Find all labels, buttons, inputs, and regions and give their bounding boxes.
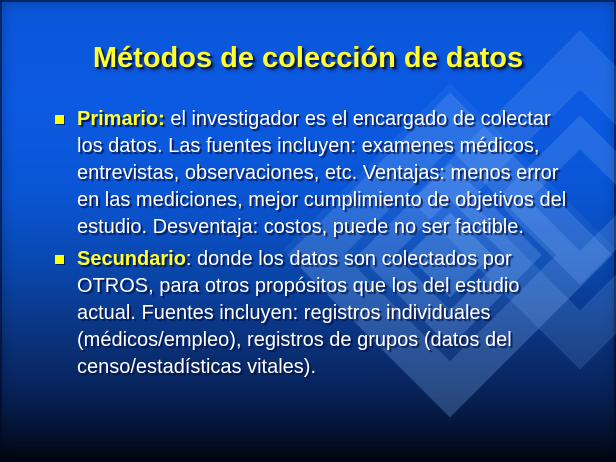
bullet-keyword: Primario: — [77, 108, 165, 130]
bullet-square-icon — [55, 255, 64, 264]
bullet-text: : donde los datos son colectados por OTROS, para otros propósitos que los del estudio actual. Fuentes incluyen: registros individuales (médicos/empleo), registros de grupos (datos del censo/estadísticas vitales). — [77, 248, 520, 378]
bullet-text: el investigador es el encargado de colectar los datos. Las fuentes incluyen: examenes médicos, entrevistas, observaciones, etc. Ventajas: menos error en las mediciones, mejor cumplimiento de objetivos del estudio. Desventaja: costos, puede no ser factible. — [77, 108, 567, 238]
bullet-square-icon — [55, 115, 64, 124]
bullet-keyword: Secundario — [77, 248, 186, 270]
slide-title: Métodos de colección de datos — [92, 42, 524, 74]
bullet-list — [53, 106, 577, 386]
bullet-item-primario — [53, 106, 577, 241]
bullet-item-secundario — [53, 246, 577, 381]
